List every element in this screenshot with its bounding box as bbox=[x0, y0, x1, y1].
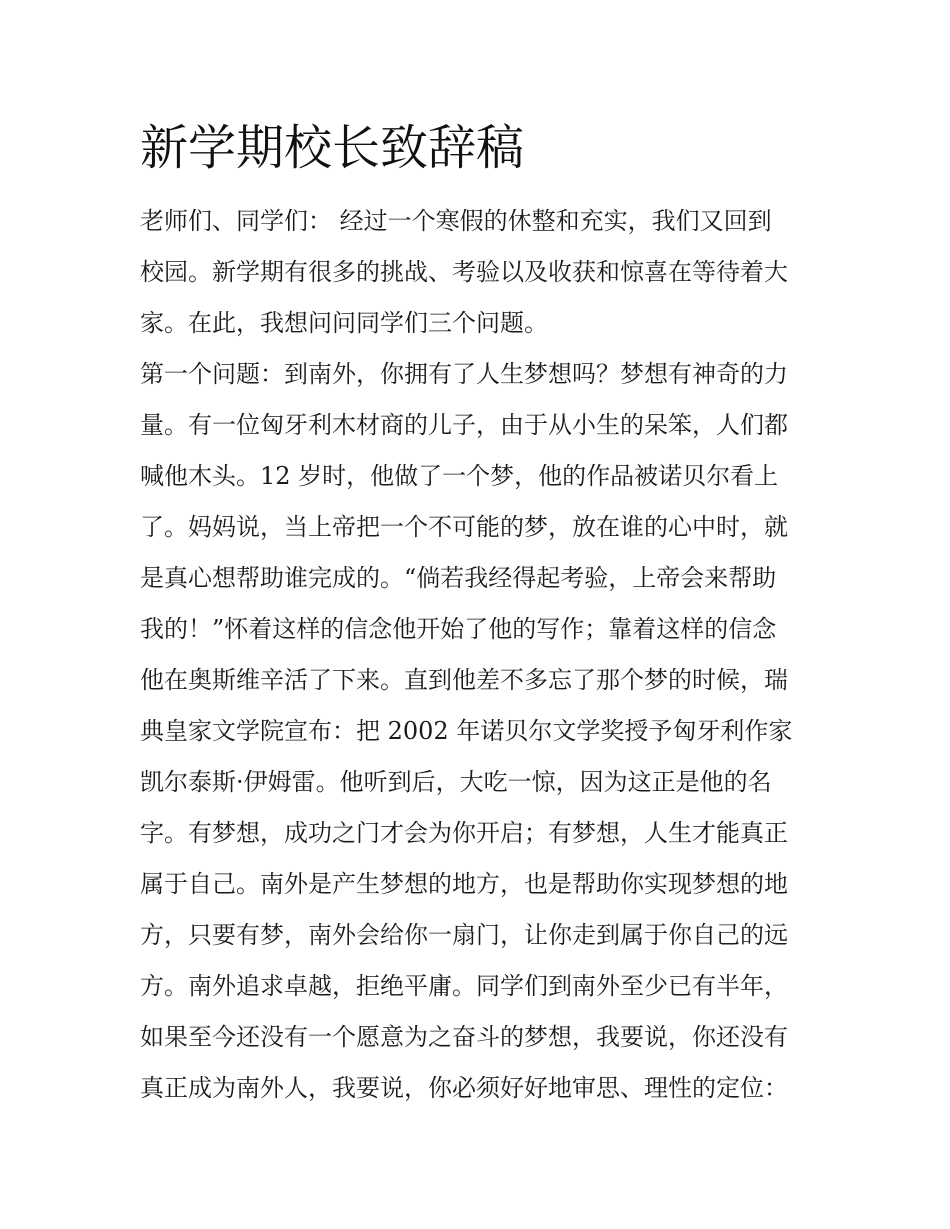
document-title: 新学期校长致辞稿 bbox=[140, 120, 525, 176]
body-line-17: 如果至今还没有一个愿意为之奋斗的梦想，我要说，你还没有 bbox=[140, 1023, 788, 1051]
body-line-9: 我的！”怀着这样的信念他开始了他的写作；靠着这样的信念 bbox=[140, 615, 777, 643]
body-line-10: 他在奥斯维辛活了下来。直到他差不多忘了那个梦的时候，瑞 bbox=[140, 666, 788, 694]
body-line-6: 喊他木头。12 岁时，他做了一个梦，他的作品被诺贝尔看上 bbox=[140, 462, 779, 490]
body-line-13: 字。有梦想，成功之门才会为你开启；有梦想，人生才能真正 bbox=[140, 819, 788, 847]
body-line-4: 第一个问题：到南外，你拥有了人生梦想吗？梦想有神奇的力 bbox=[140, 360, 788, 388]
body-line-1: 老师们、同学们： 经过一个寒假的休整和充实，我们又回到 bbox=[140, 207, 772, 235]
body-line-12: 凯尔泰斯·伊姆雷。他听到后，大吃一惊，因为这正是他的名 bbox=[140, 768, 772, 796]
body-line-14: 属于自己。南外是产生梦想的地方，也是帮助你实现梦想的地 bbox=[140, 870, 788, 898]
body-line-3: 家。在此，我想问问同学们三个问题。 bbox=[140, 309, 548, 337]
body-line-5: 量。有一位匈牙利木材商的儿子，由于从小生的呆笨，人们都 bbox=[140, 411, 788, 439]
body-line-7: 了。妈妈说，当上帝把一个不可能的梦，放在谁的心中时，就 bbox=[140, 513, 788, 541]
body-line-11: 典皇家文学院宣布：把 2002 年诺贝尔文学奖授予匈牙利作家 bbox=[140, 717, 793, 745]
body-line-15: 方，只要有梦，南外会给你一扇门，让你走到属于你自己的远 bbox=[140, 921, 788, 949]
body-line-16: 方。南外追求卓越，拒绝平庸。同学们到南外至少已有半年， bbox=[140, 972, 788, 1000]
body-line-2: 校园。新学期有很多的挑战、考验以及收获和惊喜在等待着大 bbox=[140, 258, 788, 286]
body-line-8: 是真心想帮助谁完成的。“倘若我经得起考验，上帝会来帮助 bbox=[140, 564, 777, 592]
body-line-18: 真正成为南外人，我要说，你必须好好地审思、理性的定位： bbox=[140, 1074, 788, 1102]
